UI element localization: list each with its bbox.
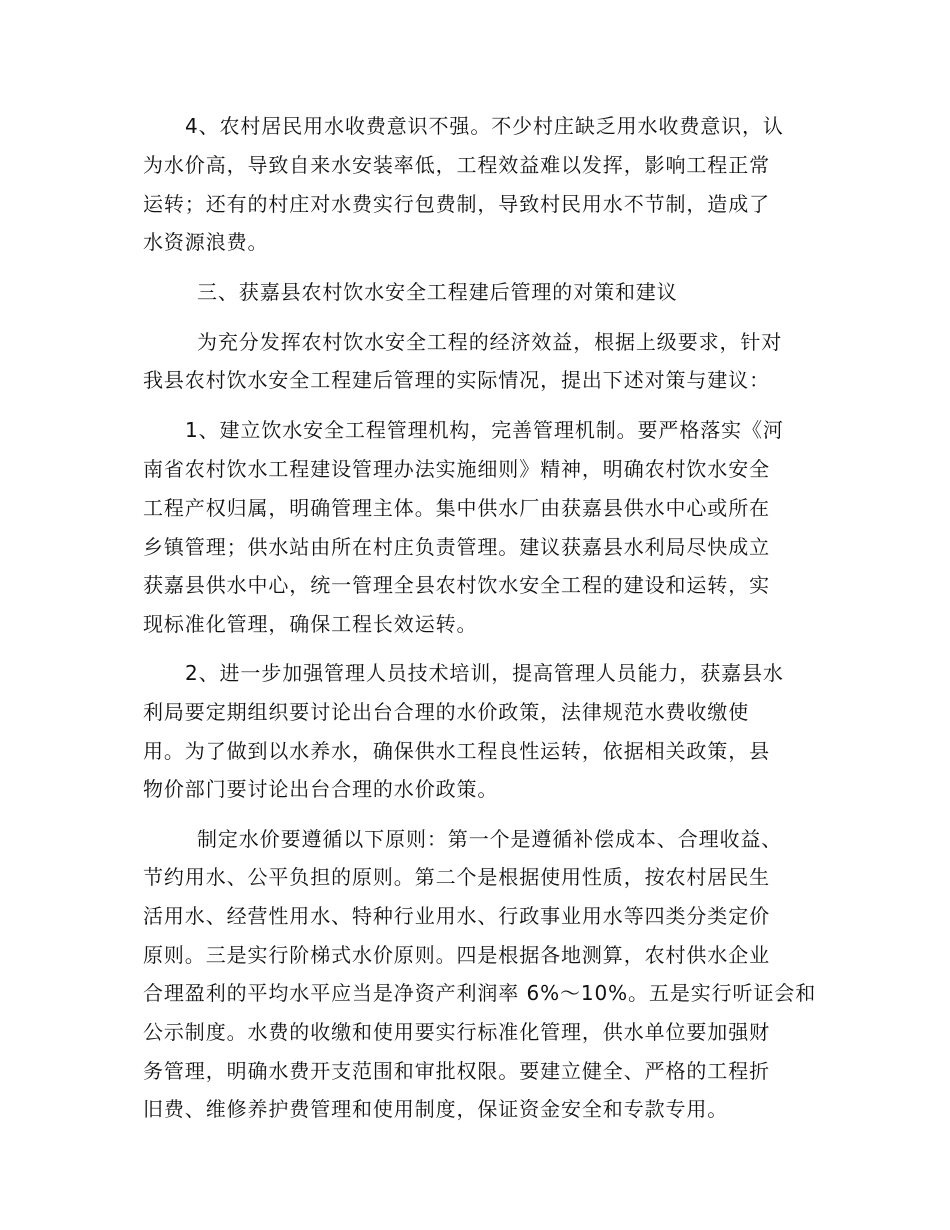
text-line: 1、建立饮水安全工程管理机构，完善管理机制。要严格落实《河 <box>185 418 784 442</box>
text-line: 旧费、维修养护费管理和使用制度，保证资金安全和专款专用。 <box>143 1097 729 1121</box>
text-line: 现标准化管理，确保工程长效运转。 <box>143 612 478 636</box>
text-line: 务管理，明确水费开支范围和审批权限。要建立健全、严格的工程折 <box>143 1059 770 1083</box>
text-line: 2、进一步加强管理人员技术培训，提高管理人员能力，获嘉县水 <box>185 661 784 685</box>
text-line: 用。为了做到以水养水，确保供水工程良性运转，依据相关政策，县 <box>143 739 770 763</box>
text-line: 为充分发挥农村饮水安全工程的经济效益，根据上级要求，针对 <box>197 330 783 354</box>
text-line: 工程产权归属，明确管理主体。集中供水厂由获嘉县供水中心或所在 <box>143 496 770 520</box>
text-line: 节约用水、公平负担的原则。第二个是根据使用性质，按农村居民生 <box>143 865 770 889</box>
text-line: 乡镇管理；供水站由所在村庄负责管理。建议获嘉县水利局尽快成立 <box>143 535 770 559</box>
text-line: 运转；还有的村庄对水费实行包费制，导致村民用水不节制，造成了 <box>143 192 770 216</box>
text-line: 公示制度。水费的收缴和使用要实行标准化管理，供水单位要加强财 <box>143 1020 770 1044</box>
text-line: 制定水价要遵循以下原则：第一个是遵循补偿成本、合理收益、 <box>197 827 783 851</box>
text-line: 合理盈利的平均水平应当是净资产利润率 6%～10%。五是实行听证会和 <box>143 981 817 1005</box>
text-line: 水资源浪费。 <box>143 230 269 254</box>
text-line: 南省农村饮水工程建设管理办法实施细则》精神，明确农村饮水安全 <box>143 457 770 481</box>
text-line: 4、农村居民用水收费意识不强。不少村庄缺乏用水收费意识，认 <box>185 114 784 138</box>
text-line: 原则。三是实行阶梯式水价原则。四是根据各地测算，农村供水企业 <box>143 943 770 967</box>
text-line: 利局要定期组织要讨论出台合理的水价政策，法律规范水费收缴使 <box>143 700 750 724</box>
text-line: 为水价高，导致自来水安装率低，工程效益难以发挥，影响工程正常 <box>143 153 770 177</box>
text-line: 活用水、经营性用水、特种行业用水、行政事业用水等四类分类定价 <box>143 904 770 928</box>
text-line: 物价部门要讨论出台合理的水价政策。 <box>143 777 499 801</box>
text-line: 我县农村饮水安全工程建后管理的实际情况，提出下述对策与建议： <box>143 368 770 392</box>
heading-line: 三、获嘉县农村饮水安全工程建后管理的对策和建议 <box>197 280 678 304</box>
text-line: 获嘉县供水中心，统一管理全县农村饮水安全工程的建设和运转，实 <box>143 573 770 597</box>
